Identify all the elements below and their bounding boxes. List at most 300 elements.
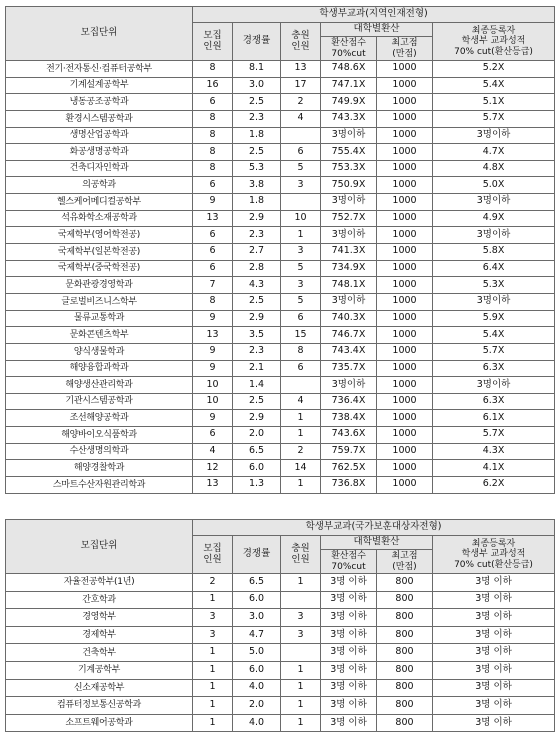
cell-quota: 1	[193, 644, 233, 662]
header-competition: 경쟁률	[233, 536, 281, 574]
cell-extra: 5	[281, 260, 321, 277]
cell-competition: 6.5	[233, 443, 281, 460]
cell-conv-score: 3명이하	[321, 227, 377, 244]
cell-quota: 9	[193, 410, 233, 427]
cell-competition: 6.0	[233, 661, 281, 679]
table-row	[6, 144, 555, 161]
cell-unit: 해양융합과학과	[6, 360, 193, 377]
cell-unit: 헬스케어메디컬공학부	[6, 194, 193, 211]
cell-conv-score: 743.4X	[321, 343, 377, 360]
cell-competition: 1.8	[233, 194, 281, 211]
cell-conv-score: 3명 이하	[321, 661, 377, 679]
table-row	[6, 679, 555, 697]
cell-unit: 기관시스템공학과	[6, 393, 193, 410]
header-conversion: 대학별환산	[321, 23, 433, 37]
header-conv-score: 환산점수 70%cut	[321, 37, 377, 61]
cell-extra: 1	[281, 477, 321, 494]
cell-quota: 6	[193, 427, 233, 444]
cell-max-score: 1000	[377, 144, 433, 161]
cell-quota: 1	[193, 679, 233, 697]
cell-max-score: 1000	[377, 443, 433, 460]
cell-final: 5.9X	[433, 310, 555, 327]
cell-unit: 물류교통학과	[6, 310, 193, 327]
cell-conv-score: 3명이하	[321, 293, 377, 310]
table-row	[6, 443, 555, 460]
cell-final: 4.9X	[433, 210, 555, 227]
cell-final: 6.1X	[433, 410, 555, 427]
cell-unit: 조선해양공학과	[6, 410, 193, 427]
cell-conv-score: 740.3X	[321, 310, 377, 327]
table-row	[6, 427, 555, 444]
cell-quota: 6	[193, 177, 233, 194]
cell-quota: 8	[193, 293, 233, 310]
cell-competition: 3.0	[233, 609, 281, 627]
cell-competition: 2.5	[233, 94, 281, 111]
cell-competition: 2.7	[233, 244, 281, 261]
table-row	[6, 591, 555, 609]
cell-max-score: 1000	[377, 127, 433, 144]
header-max-score: 최고점 (만점)	[377, 550, 433, 574]
cell-extra: 1	[281, 714, 321, 732]
header-competition: 경쟁률	[233, 23, 281, 61]
cell-conv-score: 738.4X	[321, 410, 377, 427]
cell-final: 5.4X	[433, 327, 555, 344]
cell-final: 4.1X	[433, 460, 555, 477]
cell-quota: 8	[193, 61, 233, 78]
table-row	[6, 210, 555, 227]
cell-unit: 국제학부(일본학전공)	[6, 244, 193, 261]
cell-unit: 전기·전자통신·컴퓨터공학부	[6, 61, 193, 78]
cell-competition: 6.5	[233, 574, 281, 592]
table-row	[6, 61, 555, 78]
cell-max-score: 800	[377, 697, 433, 715]
cell-competition: 2.5	[233, 293, 281, 310]
cell-unit: 문화콘텐츠학부	[6, 327, 193, 344]
cell-quota: 3	[193, 626, 233, 644]
cell-conv-score: 3명이하	[321, 377, 377, 394]
cell-unit: 해양경찰학과	[6, 460, 193, 477]
cell-unit: 석유화학소재공학과	[6, 210, 193, 227]
cell-competition: 1.4	[233, 377, 281, 394]
cell-extra: 1	[281, 427, 321, 444]
table-row	[6, 697, 555, 715]
cell-unit: 건축디자인학과	[6, 160, 193, 177]
cell-final: 5.7X	[433, 427, 555, 444]
header-quota: 모집 인원	[193, 23, 233, 61]
cell-extra: 4	[281, 110, 321, 127]
cell-extra: 3	[281, 244, 321, 261]
cell-conv-score: 3명 이하	[321, 697, 377, 715]
cell-final: 4.8X	[433, 160, 555, 177]
cell-conv-score: 752.7X	[321, 210, 377, 227]
cell-extra: 6	[281, 144, 321, 161]
cell-competition: 1.8	[233, 127, 281, 144]
cell-extra: 17	[281, 77, 321, 94]
cell-competition: 6.0	[233, 591, 281, 609]
cell-final: 3명 이하	[433, 679, 555, 697]
header-conversion: 대학별환산	[321, 536, 433, 550]
cell-quota: 10	[193, 377, 233, 394]
cell-extra: 15	[281, 327, 321, 344]
header-unit: 모집단위	[6, 7, 193, 61]
cell-quota: 9	[193, 343, 233, 360]
cell-unit: 해양바이오식품학과	[6, 427, 193, 444]
cell-final: 3명 이하	[433, 714, 555, 732]
cell-final: 6.2X	[433, 477, 555, 494]
cell-extra: 10	[281, 210, 321, 227]
cell-unit: 수산생명의학과	[6, 443, 193, 460]
header-group: 학생부교과(지역인재전형)	[193, 7, 555, 23]
cell-extra: 1	[281, 679, 321, 697]
cell-unit: 간호학과	[6, 591, 193, 609]
table-row	[6, 260, 555, 277]
cell-final: 6.3X	[433, 360, 555, 377]
cell-max-score: 1000	[377, 360, 433, 377]
cell-quota: 6	[193, 94, 233, 111]
table-header	[6, 7, 555, 61]
cell-max-score: 1000	[377, 61, 433, 78]
cell-unit: 국제학부(중국학전공)	[6, 260, 193, 277]
cell-extra: 13	[281, 61, 321, 78]
cell-extra: 1	[281, 410, 321, 427]
cell-unit: 문화관광경영학과	[6, 277, 193, 294]
header-final: 최종등록자 학생부 교과성적 70% cut(환산등급)	[433, 536, 555, 574]
table-row	[6, 626, 555, 644]
admission-table-regional	[5, 6, 555, 494]
cell-competition: 2.5	[233, 144, 281, 161]
cell-competition: 4.7	[233, 626, 281, 644]
cell-competition: 2.9	[233, 210, 281, 227]
cell-max-score: 800	[377, 661, 433, 679]
cell-final: 3명 이하	[433, 574, 555, 592]
header-extra: 충원 인원	[281, 23, 321, 61]
cell-max-score: 1000	[377, 393, 433, 410]
cell-quota: 1	[193, 661, 233, 679]
table-header	[6, 520, 555, 574]
cell-max-score: 800	[377, 714, 433, 732]
cell-conv-score: 3명 이하	[321, 679, 377, 697]
cell-unit: 생명산업공학과	[6, 127, 193, 144]
cell-final: 5.4X	[433, 77, 555, 94]
header-final: 최종등록자 학생부 교과성적 70% cut(환산등급)	[433, 23, 555, 61]
cell-max-score: 1000	[377, 410, 433, 427]
cell-competition: 5.3	[233, 160, 281, 177]
cell-final: 3명이하	[433, 293, 555, 310]
cell-conv-score: 736.8X	[321, 477, 377, 494]
cell-quota: 12	[193, 460, 233, 477]
cell-conv-score: 3명 이하	[321, 626, 377, 644]
cell-extra	[281, 194, 321, 211]
header-extra: 충원 인원	[281, 536, 321, 574]
cell-unit: 경영학부	[6, 609, 193, 627]
cell-quota: 8	[193, 127, 233, 144]
cell-final: 5.7X	[433, 343, 555, 360]
cell-extra: 3	[281, 626, 321, 644]
table-body	[6, 61, 555, 494]
cell-conv-score: 753.3X	[321, 160, 377, 177]
cell-final: 5.8X	[433, 244, 555, 261]
cell-max-score: 1000	[377, 377, 433, 394]
cell-quota: 9	[193, 194, 233, 211]
cell-final: 3명 이하	[433, 626, 555, 644]
cell-quota: 3	[193, 609, 233, 627]
cell-unit: 스마트수산자원관리학과	[6, 477, 193, 494]
cell-competition: 2.1	[233, 360, 281, 377]
cell-extra: 5	[281, 160, 321, 177]
cell-conv-score: 762.5X	[321, 460, 377, 477]
cell-competition: 2.3	[233, 110, 281, 127]
cell-extra: 3	[281, 277, 321, 294]
table-row	[6, 714, 555, 732]
cell-quota: 6	[193, 227, 233, 244]
cell-max-score: 1000	[377, 260, 433, 277]
cell-max-score: 1000	[377, 244, 433, 261]
table-row	[6, 477, 555, 494]
cell-quota: 8	[193, 160, 233, 177]
header-conv-score: 환산점수 70%cut	[321, 550, 377, 574]
header-group: 학생부교과(국가보훈대상자전형)	[193, 520, 555, 536]
cell-quota: 1	[193, 697, 233, 715]
cell-conv-score: 3명 이하	[321, 644, 377, 662]
table-row	[6, 661, 555, 679]
cell-max-score: 1000	[377, 477, 433, 494]
cell-final: 5.1X	[433, 94, 555, 111]
cell-conv-score: 746.7X	[321, 327, 377, 344]
cell-competition: 6.0	[233, 460, 281, 477]
cell-final: 5.3X	[433, 277, 555, 294]
cell-conv-score: 741.3X	[321, 244, 377, 261]
table-row	[6, 574, 555, 592]
cell-competition: 2.8	[233, 260, 281, 277]
cell-competition: 3.5	[233, 327, 281, 344]
cell-unit: 해양생산관리학과	[6, 377, 193, 394]
cell-extra: 14	[281, 460, 321, 477]
cell-extra: 2	[281, 443, 321, 460]
cell-competition: 4.3	[233, 277, 281, 294]
cell-quota: 10	[193, 393, 233, 410]
cell-conv-score: 3명 이하	[321, 714, 377, 732]
cell-extra: 1	[281, 227, 321, 244]
cell-final: 3명이하	[433, 194, 555, 211]
cell-extra	[281, 591, 321, 609]
cell-unit: 건축학부	[6, 644, 193, 662]
cell-final: 3명이하	[433, 127, 555, 144]
cell-quota: 6	[193, 260, 233, 277]
cell-final: 4.7X	[433, 144, 555, 161]
cell-extra: 6	[281, 360, 321, 377]
cell-max-score: 1000	[377, 227, 433, 244]
cell-max-score: 1000	[377, 460, 433, 477]
cell-final: 3명 이하	[433, 697, 555, 715]
cell-max-score: 1000	[377, 77, 433, 94]
cell-competition: 2.5	[233, 393, 281, 410]
table-row	[6, 77, 555, 94]
cell-max-score: 1000	[377, 427, 433, 444]
cell-extra: 1	[281, 574, 321, 592]
cell-max-score: 1000	[377, 310, 433, 327]
cell-conv-score: 743.6X	[321, 427, 377, 444]
cell-max-score: 1000	[377, 94, 433, 111]
cell-quota: 1	[193, 714, 233, 732]
cell-quota: 1	[193, 591, 233, 609]
table-row	[6, 160, 555, 177]
cell-conv-score: 748.1X	[321, 277, 377, 294]
cell-unit: 국제학부(영어학전공)	[6, 227, 193, 244]
cell-final: 5.2X	[433, 61, 555, 78]
cell-conv-score: 3명 이하	[321, 591, 377, 609]
cell-quota: 2	[193, 574, 233, 592]
table-row	[6, 227, 555, 244]
cell-conv-score: 749.9X	[321, 94, 377, 111]
table-row	[6, 460, 555, 477]
cell-quota: 6	[193, 244, 233, 261]
table-row	[6, 177, 555, 194]
cell-max-score: 800	[377, 609, 433, 627]
table-body	[6, 574, 555, 732]
cell-max-score: 800	[377, 679, 433, 697]
cell-extra: 3	[281, 177, 321, 194]
table-row	[6, 194, 555, 211]
cell-final: 3명 이하	[433, 609, 555, 627]
cell-conv-score: 3명 이하	[321, 574, 377, 592]
cell-competition: 4.0	[233, 714, 281, 732]
cell-unit: 자율전공학부(1년)	[6, 574, 193, 592]
cell-final: 3명 이하	[433, 591, 555, 609]
cell-conv-score: 759.7X	[321, 443, 377, 460]
table-row	[6, 110, 555, 127]
cell-max-score: 1000	[377, 327, 433, 344]
cell-unit: 경제학부	[6, 626, 193, 644]
cell-extra: 6	[281, 310, 321, 327]
cell-extra: 1	[281, 697, 321, 715]
cell-unit: 환경시스템공학과	[6, 110, 193, 127]
cell-extra: 4	[281, 393, 321, 410]
cell-conv-score: 750.9X	[321, 177, 377, 194]
cell-max-score: 1000	[377, 160, 433, 177]
cell-extra: 2	[281, 94, 321, 111]
cell-conv-score: 743.3X	[321, 110, 377, 127]
cell-quota: 8	[193, 144, 233, 161]
cell-competition: 1.3	[233, 477, 281, 494]
cell-competition: 2.0	[233, 427, 281, 444]
cell-max-score: 1000	[377, 293, 433, 310]
cell-conv-score: 734.9X	[321, 260, 377, 277]
cell-competition: 2.9	[233, 310, 281, 327]
cell-final: 5.0X	[433, 177, 555, 194]
cell-extra: 8	[281, 343, 321, 360]
cell-competition: 5.0	[233, 644, 281, 662]
cell-max-score: 1000	[377, 343, 433, 360]
cell-unit: 냉동공조공학과	[6, 94, 193, 111]
cell-unit: 화공생명공학과	[6, 144, 193, 161]
table-row	[6, 343, 555, 360]
cell-final: 3명이하	[433, 227, 555, 244]
cell-final: 6.4X	[433, 260, 555, 277]
cell-conv-score: 748.6X	[321, 61, 377, 78]
cell-unit: 글로벌비즈니스학부	[6, 293, 193, 310]
header-max-score: 최고점 (만점)	[377, 37, 433, 61]
cell-quota: 9	[193, 310, 233, 327]
cell-final: 4.3X	[433, 443, 555, 460]
cell-competition: 8.1	[233, 61, 281, 78]
table-row	[6, 393, 555, 410]
cell-competition: 2.3	[233, 343, 281, 360]
cell-quota: 8	[193, 110, 233, 127]
table-row	[6, 127, 555, 144]
cell-extra: 3	[281, 609, 321, 627]
cell-max-score: 1000	[377, 177, 433, 194]
table-row	[6, 293, 555, 310]
header-quota: 모집 인원	[193, 536, 233, 574]
cell-extra: 1	[281, 661, 321, 679]
table-row	[6, 609, 555, 627]
table-row	[6, 94, 555, 111]
cell-unit: 의공학과	[6, 177, 193, 194]
cell-unit: 소프트웨어공학과	[6, 714, 193, 732]
cell-quota: 13	[193, 210, 233, 227]
cell-max-score: 800	[377, 574, 433, 592]
cell-unit: 기계공학부	[6, 661, 193, 679]
cell-competition: 4.0	[233, 679, 281, 697]
cell-extra	[281, 377, 321, 394]
cell-conv-score: 755.4X	[321, 144, 377, 161]
cell-max-score: 1000	[377, 110, 433, 127]
cell-quota: 7	[193, 277, 233, 294]
cell-max-score: 1000	[377, 194, 433, 211]
table-row	[6, 360, 555, 377]
cell-max-score: 1000	[377, 210, 433, 227]
table-row	[6, 377, 555, 394]
cell-competition: 2.9	[233, 410, 281, 427]
cell-final: 3명 이하	[433, 661, 555, 679]
header-unit: 모집단위	[6, 520, 193, 574]
cell-final: 3명 이하	[433, 644, 555, 662]
cell-competition: 2.3	[233, 227, 281, 244]
cell-conv-score: 3명 이하	[321, 609, 377, 627]
cell-final: 5.7X	[433, 110, 555, 127]
cell-max-score: 800	[377, 591, 433, 609]
cell-conv-score: 747.1X	[321, 77, 377, 94]
cell-max-score: 1000	[377, 277, 433, 294]
cell-unit: 신소재공학부	[6, 679, 193, 697]
admission-table-veterans	[5, 519, 555, 732]
cell-conv-score: 3명이하	[321, 194, 377, 211]
cell-max-score: 800	[377, 626, 433, 644]
cell-max-score: 800	[377, 644, 433, 662]
cell-quota: 13	[193, 327, 233, 344]
cell-conv-score: 3명이하	[321, 127, 377, 144]
table-row	[6, 310, 555, 327]
cell-unit: 컴퓨터정보통신공학과	[6, 697, 193, 715]
cell-unit: 기계설계공학부	[6, 77, 193, 94]
cell-extra	[281, 127, 321, 144]
cell-unit: 양식생물학과	[6, 343, 193, 360]
cell-extra: 5	[281, 293, 321, 310]
cell-quota: 13	[193, 477, 233, 494]
cell-quota: 16	[193, 77, 233, 94]
cell-quota: 4	[193, 443, 233, 460]
cell-extra	[281, 644, 321, 662]
table-row	[6, 244, 555, 261]
table-row	[6, 327, 555, 344]
cell-conv-score: 736.4X	[321, 393, 377, 410]
cell-competition: 2.0	[233, 697, 281, 715]
cell-conv-score: 735.7X	[321, 360, 377, 377]
cell-competition: 3.0	[233, 77, 281, 94]
table-row	[6, 410, 555, 427]
table-row	[6, 644, 555, 662]
table-row	[6, 277, 555, 294]
